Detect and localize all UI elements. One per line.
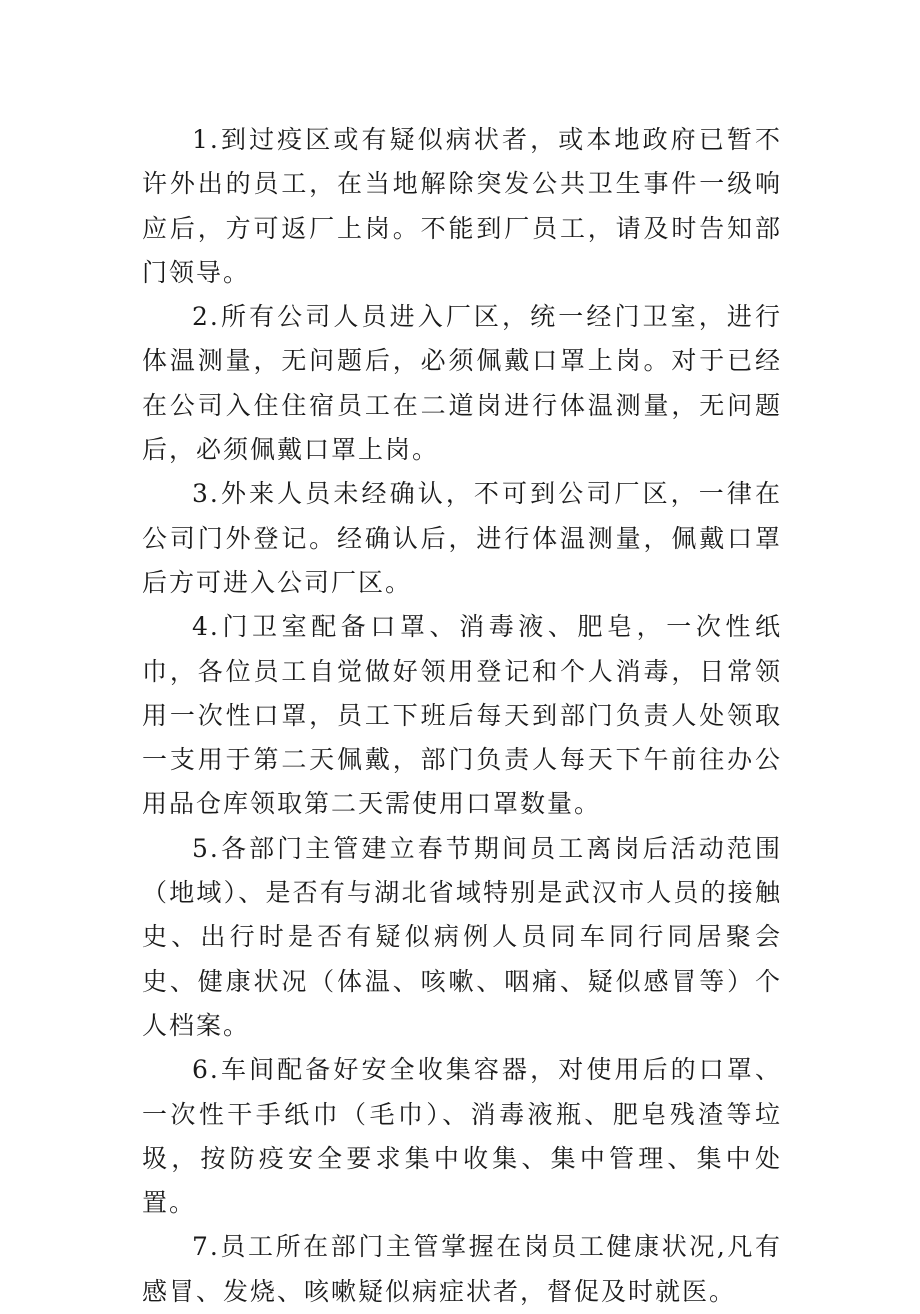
paragraph-5: 5.各部门主管建立春节期间员工离岗后活动范围（地域）、是否有与湖北省域特别是武汉市人员的接触史、出行时是否有疑似病例人员同车同行同居聚会史、健康状况（体温、咳嗽、咽痛、疑似感冒等）个人档案。 <box>142 833 782 1040</box>
paragraph-7: 7.员工所在部门主管掌握在岗员工健康状况,凡有感冒、发烧、咳嗽疑似病症状者，督促及时就医。 <box>142 1232 782 1306</box>
paragraph-6: 6.车间配备好安全收集容器，对使用后的口罩、一次性干手纸巾（毛巾）、消毒液瓶、肥皂残渣等垃圾，按防疫安全要求集中收集、集中管理、集中处置。 <box>142 1055 782 1218</box>
paragraph-1: 1.到过疫区或有疑似病状者，或本地政府已暂不许外出的员工，在当地解除突发公共卫生事件一级响应后，方可返厂上岗。不能到厂员工，请及时告知部门领导。 <box>142 125 782 287</box>
paragraph-2: 2.所有公司人员进入厂区，统一经门卫室，进行体温测量，无问题后，必须佩戴口罩上岗。对于已经在公司入住住宿员工在二道岗进行体温测量，无问题后，必须佩戴口罩上岗。 <box>142 302 782 465</box>
paragraph-4: 4.门卫室配备口罩、消毒液、肥皂，一次性纸巾，各位员工自觉做好领用登记和个人消毒，日常领用一次性口罩，员工下班后每天到部门负责人处领取一支用于第二天佩戴，部门负责人每天下午前往办公用品仓库领取第二天需使用口罩数量。 <box>142 612 782 819</box>
paragraph-3: 3.外来人员未经确认，不可到公司厂区，一律在公司门外登记。经确认后，进行体温测量，佩戴口罩后方可进入公司厂区。 <box>142 479 782 597</box>
document-body <box>142 118 782 1314</box>
